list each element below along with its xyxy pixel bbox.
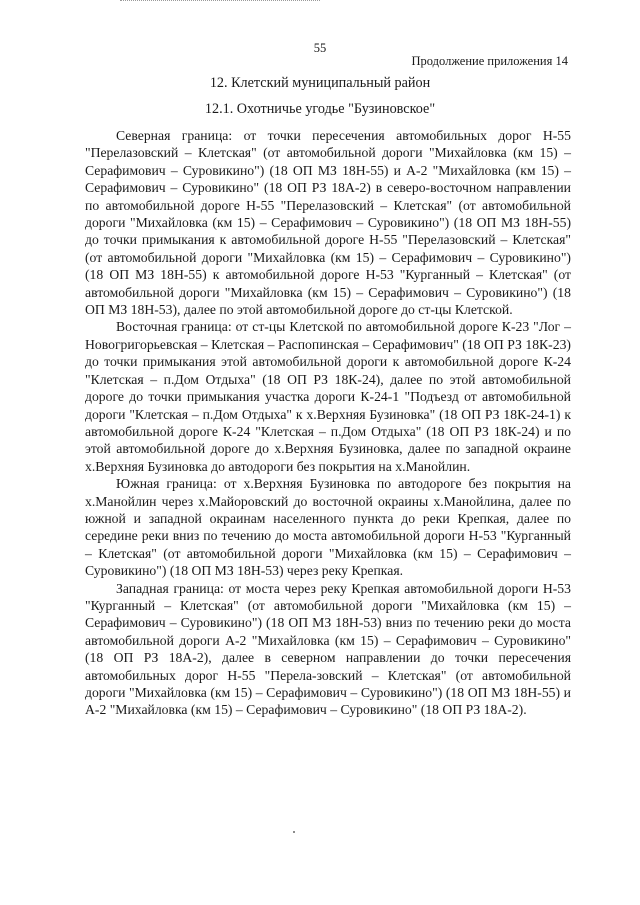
east-boundary-paragraph: Восточная граница: от ст-цы Клетской по автомобильной дороге К-23 "Лог – Новогригорьевская – Клетская – Распопинская – Серафимович" (18 ОП РЗ 18К-23) до точки примыкания этой автомобильной дороги к автомобильной дороге К-24 "Клетская – п.Дом Отдыха" (18 ОП РЗ 18К-24), далее по этой автомобильной дороге до точки примыкания участка дороги К-24-1 "Подъезд от автомобильной дороги "Клетская – п.Дом Отдыха" к х.Верхняя Бузиновка" (18 ОП РЗ 18К-24-1) к автомобильной дороге К-24 "Клетская – п.Дом Отдыха" (18 ОП РЗ 18К-24) и по этой автомобильной дороге до х.Верхняя Бузиновка, далее по западной окраине х.Верхняя Бузиновка до автодороги без покрытия на х.Манойлин. <box>85 319 571 474</box>
appendix-continuation-note: Продолжение приложения 14 <box>411 54 568 68</box>
boundary-description <box>85 127 571 719</box>
hunting-ground-heading: 12.1. Охотничье угодье "Бузиновское" <box>204 101 436 117</box>
scan-speck <box>293 831 295 833</box>
district-heading: 12. Клетский муниципальный район <box>209 75 431 91</box>
scan-artifact <box>120 0 320 4</box>
page-number: 55 <box>313 41 327 55</box>
west-boundary-paragraph: Западная граница: от моста через реку Крепкая автомобильной дороги Н-53 "Курганный – Клетская" (от автомобильной дороги "Михайловка (км 15) – Серафимович – Суровикино") (18 ОП МЗ 18Н-53) вниз по течению реки до моста автомобильной дороги А-2 "Михайловка (км 15) – Серафимович – Суровикино" (18 ОП РЗ 18А-2), далее в северном направлении до точки пересечения автомобильных дорог Н-55 "Перела-зовский – Клетская" (от автомобильной дороги "Михайловка (км 15) – Серафимович – Суровикино") (18 ОП МЗ 18Н-55) и А-2 "Михайловка (км 15) – Серафимович – Суровикино" (18 ОП РЗ 18А-2). <box>85 580 571 718</box>
north-boundary-paragraph: Северная граница: от точки пересечения автомобильных дорог Н-55 "Перелазовский – Клетская" (от автомобильной дороги "Михайловка (км 15) – Серафимович – Суровикино") (18 ОП МЗ 18Н-55) и А-2 "Михайловка (км 15) – Серафимович – Суровикино" (18 ОП РЗ 18А-2) в северо-восточном направлении по автомобильной дороге Н-55 "Перелазовский – Клетская" (от автомобильной дороги "Михайловка (км 15) – Серафимович – Суровикино") (18 ОП МЗ 18Н-55) до точки примыкания к автомобильной дороге Н-55 "Перелазовский – Клетская" (от автомобильной дороги "Михайловка (км 15) – Серафимович – Суровикино") (18 ОП МЗ 18Н-55) к автомобильной дороге Н-53 "Курганный – Клетская" (от автомобильной дороги "Михайловка (км 15) – Серафимович – Суровикино") (18 ОП МЗ 18Н-53), далее по этой автомобильной дороге до ст-цы Клетской. <box>85 128 571 318</box>
south-boundary-paragraph: Южная граница: от х.Верхняя Бузиновка по автодороге без покрытия на х.Манойлин через х.Майоровский до восточной окраины х.Манойлина, далее по южной и западной окраинам населенного пункта до реки Крепкая, далее по середине реки вниз по течению до моста автомобильной дороги Н-53 "Курганный – Клетская" (от автомобильной дороги "Михайловка (км 15) – Серафимович – Суровикино") (18 ОП МЗ 18Н-53) через реку Крепкая. <box>85 476 571 579</box>
